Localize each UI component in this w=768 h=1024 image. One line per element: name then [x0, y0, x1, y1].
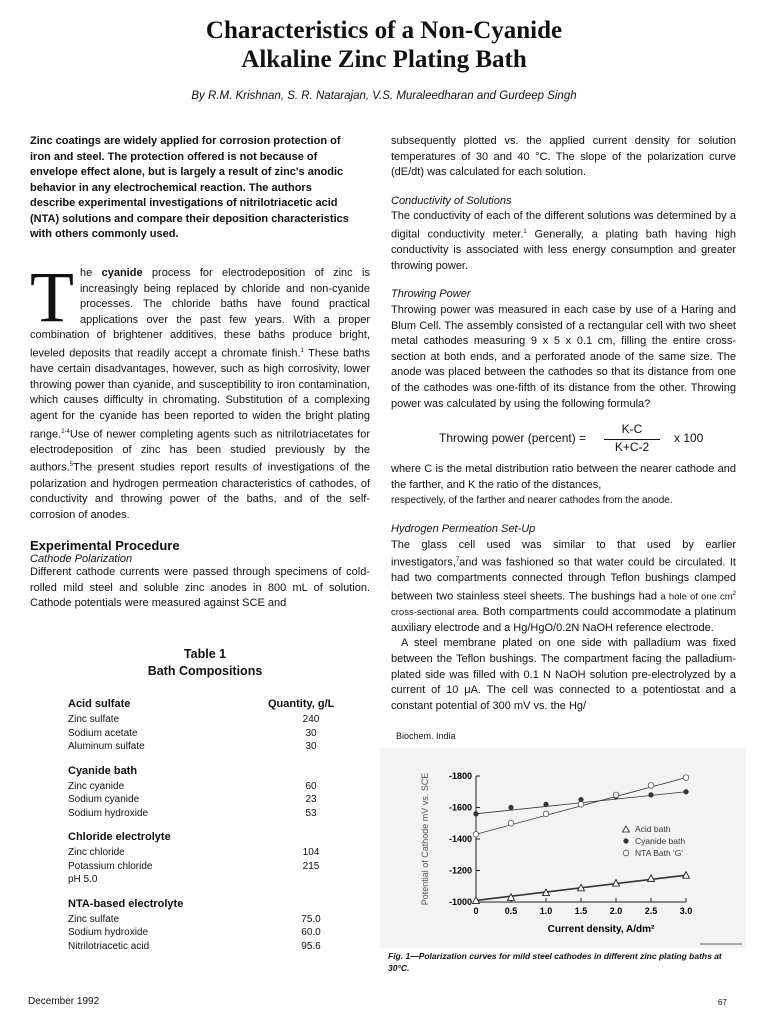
x-tick-label: 3.0: [679, 906, 693, 916]
component-name: Nitrilotriacetic acid: [68, 940, 150, 952]
table-row: [68, 861, 368, 875]
x-tick-label: 1.0: [539, 906, 553, 916]
experimental-section: [30, 538, 370, 612]
article-title: [0, 16, 768, 74]
data-point-cyanide: [508, 805, 513, 810]
y-tick-label: -1000: [448, 897, 472, 907]
polarization-chart: [380, 748, 746, 948]
table-row: [68, 794, 368, 808]
table-row: [68, 808, 368, 822]
legend-label: Acid bath: [635, 824, 671, 834]
data-point-cyanide: [543, 802, 548, 807]
table-caption: Bath Compositions: [147, 664, 263, 678]
quantity-header: Quantity, g/L: [268, 698, 335, 710]
throwing-power-heading: Throwing Power: [391, 288, 471, 301]
title-line-1: Characteristics of a Non-Cyanide: [205, 17, 563, 44]
conductivity-text-1: The conductivity of each of the different solutions was determined by a digital conductivity meter.: [391, 210, 736, 241]
experimental-heading: Experimental Procedure: [30, 538, 180, 553]
intro-keyword: cyanide: [101, 267, 143, 279]
figure-caption: Fig. 1—Polarization curves for mild steel cathodes in different zinc plating baths at 30°C.: [388, 951, 722, 973]
component-name: Sodium cyanide: [68, 794, 140, 805]
conductivity-heading: Conductivity of Solutions: [391, 194, 512, 207]
data-point-nta: [473, 831, 479, 837]
component-name: Sodium acetate: [68, 727, 138, 739]
component-quantity: 53: [305, 807, 317, 819]
hydrogen-area-text: cross-sectional area.: [391, 607, 480, 619]
throwing-power-formula: [391, 422, 736, 456]
y-tick-label: -1400: [448, 834, 472, 844]
legend-marker-cyanide: [623, 838, 628, 843]
x-tick-label: 0: [473, 906, 479, 916]
component-name: pH 5.0: [68, 874, 98, 885]
component-quantity: 104: [302, 847, 320, 858]
table-row: [68, 927, 368, 941]
bath-compositions-table: [68, 698, 368, 964]
hydrogen-squared: 2: [732, 590, 736, 597]
intro-text-4: The present studies report results of investigations of the polarization and hydrogen permeation characteristics of cathodes, of conductivity and throwing power of the baths, and of the self-corrosion of anodes.: [30, 462, 370, 521]
component-quantity: 60.0: [301, 927, 321, 938]
component-name: Aluminum sulfate: [68, 741, 145, 752]
x-tick-label: 0.5: [504, 906, 518, 916]
data-point-nta: [648, 783, 654, 789]
ref-3: 5: [69, 462, 74, 469]
y-tick-label: -1200: [448, 865, 472, 876]
component-name: Zinc cyanide: [68, 780, 125, 792]
component-quantity: 95.6: [301, 940, 321, 952]
data-point-nta: [683, 775, 689, 781]
introduction: [30, 257, 370, 523]
intro-text-3: Use of newer completing agents such as nitrilotriacetates for electrodeposition of zinc has been studied previously by the authors.: [30, 428, 370, 475]
table-group: [68, 698, 368, 755]
page-number: 67: [718, 998, 727, 1007]
table-group: [68, 831, 368, 888]
table-group: [68, 765, 368, 822]
component-name: Zinc chloride: [68, 847, 125, 858]
polarization-continuation: subsequently plotted vs. the applied current density for solution temperatures of 30 and 40 °C. The slope of the polarization curve (dE/dt) was calculated for each solution.: [391, 135, 736, 179]
table-group-header: [68, 765, 368, 781]
y-tick-label: -1600: [448, 802, 472, 813]
table-group-header: [68, 898, 368, 914]
formula-label: Throwing power (percent) =: [439, 431, 587, 446]
component-quantity: 60: [305, 780, 317, 792]
group-name: Chloride electrolyte: [68, 831, 171, 843]
right-column: [391, 134, 736, 714]
cathode-polarization-heading: Cathode Polarization: [30, 553, 133, 565]
data-point-nta: [613, 792, 619, 798]
data-point-nta: [578, 802, 584, 808]
affiliation: Biochem. India: [396, 731, 456, 741]
experimental-text: Different cathode currents were passed through specimens of cold-rolled mild steel and soluble zinc anodes in 800 mL of solution. Cathode potentials were measured against SCE and: [30, 566, 370, 610]
component-quantity: 240: [302, 714, 320, 725]
data-point-cyanide: [473, 811, 478, 816]
conductivity-text: [391, 209, 736, 274]
chart-background: [380, 748, 746, 948]
table-row: [68, 941, 368, 955]
ref-1: 1: [300, 347, 304, 354]
x-axis-label: Current density, A/dm²: [547, 924, 655, 935]
ref-hydrogen: 7: [455, 557, 460, 564]
y-axis-label: Potential of Cathode mV vs. SCE: [420, 772, 430, 906]
table-row: [68, 874, 368, 888]
formula-numerator: K-C: [604, 422, 660, 440]
data-point-nta: [508, 820, 514, 826]
group-name: NTA-based electrolyte: [68, 897, 184, 910]
component-name: Potassium chloride: [68, 860, 153, 872]
table-group-header: [68, 831, 368, 847]
hydrogen-text-1c: Both compartments could accommodate a platinum auxiliary electrode and a Hg/HgO/0.2N NaOH reference electrode.: [391, 606, 736, 634]
component-quantity: 30: [305, 727, 317, 739]
ref-2: 2-4: [61, 428, 70, 435]
conductivity-text-2: Generally, a plating bath having high conductivity is associated with less energy consumption and greater throwing power.: [391, 228, 737, 272]
throwing-power-text: Throwing power was measured in each case by use of a Haring and Blum Cell. The assembly consisted of a rectangular cell with two sheet metal cathodes measuring 9 x 5 x 0.1 cm, filling the entire cross-section at both ends, and a perforated anode of the same size. The anode was placed between the cathodes so that its distance from one of the cathodes was one-fifth of its distance from the other. Throwing power was calculated by using the following formula?: [391, 304, 736, 410]
authors: By R.M. Krishnan, S. R. Natarajan, V.S. Muraleedharan and Gurdeep Singh: [191, 90, 577, 102]
polarization-chart-svg: [380, 748, 746, 948]
ref-conductivity: 1: [523, 228, 527, 235]
intro-text-pre: he: [79, 267, 102, 279]
data-point-cyanide: [683, 789, 688, 794]
hydrogen-text-1: [391, 538, 736, 637]
x-tick-label: 2.0: [609, 906, 623, 916]
table-row: [68, 741, 368, 755]
intro-text-1: process for electrodeposition of zinc is increasingly being replaced by chloride and non-cyanide processes. The chloride baths have found practical applications over the past few years. With a proper combination of brightener additives, these baths produce bright, leveled deposits that readily accept a chromate finish.: [30, 267, 370, 360]
data-point-nta: [543, 811, 549, 817]
hydrogen-text-1a: The glass cell used was similar to that used by earlier investigators,: [391, 538, 736, 569]
hydrogen-heading: Hydrogen Permeation Set-Up: [391, 522, 536, 535]
component-quantity: 75.0: [301, 913, 321, 925]
table-group-header: [68, 698, 368, 714]
group-name: Acid sulfate: [68, 698, 131, 710]
x-tick-label: 2.5: [644, 906, 658, 916]
table-row: [68, 781, 368, 795]
component-name: Zinc sulfate: [68, 913, 120, 925]
intro-text-2: These baths have certain disadvantages, however, such as high corrosivity, lower throwing power than cyanide, and susceptibility to iron contamination, which causes difficulty in chromating. Substitution of a complexing agent for the cyanide has been reported to widen the bright plating range.: [30, 347, 370, 441]
formula-denominator: K+C-2: [614, 439, 650, 454]
table-row: [68, 728, 368, 742]
hydrogen-hole-text: a hole of one cm: [660, 591, 733, 603]
title-line-2: Alkaline Zinc Plating Bath: [241, 46, 527, 73]
data-point-cyanide: [648, 792, 653, 797]
hydrogen-text-2: A steel membrane plated on one side with palladium was fixed between the Teflon bushings. The compartment facing the palladium-plated side was filled with 0.1 N NaOH solution pre-electrolyzed by a current of 10 μA. The cell was connected to a potentiostat and a constant potential of 300 mV vs. the Hg/: [391, 637, 736, 712]
table-row: [68, 847, 368, 861]
y-tick-label: -1800: [448, 771, 472, 781]
component-quantity: 23: [305, 794, 317, 805]
formula-fraction: [604, 422, 660, 455]
table-number: Table 1: [183, 647, 227, 661]
abstract: Zinc coatings are widely applied for corrosion protection of iron and steel. The protection offered is not because of envelope effect alone, but is largely a result of zinc's anodic behavior in any electrochemical reaction. The authors describe experimental investigations of nitrilotriacetic acid (NTA) solutions and compare their deposition characteristics with others commonly used.: [30, 135, 349, 240]
legend-label: NTA Bath 'G': [635, 848, 683, 858]
legend-label: Cyanide bath: [635, 836, 686, 846]
table-row: [68, 714, 368, 728]
component-name: Sodium hydroxide: [68, 927, 149, 938]
table-row: [68, 914, 368, 928]
x-tick-label: 1.5: [574, 906, 588, 916]
group-name: Cyanide bath: [68, 764, 138, 777]
formula-multiplier: x 100: [674, 431, 704, 446]
formula-explanation: where C is the metal distribution ratio between the nearer cathode and the farther, and K the ratio of the distances,: [391, 463, 736, 491]
legend-marker-nta: [623, 850, 629, 856]
drop-cap: T: [30, 257, 74, 337]
component-name: Sodium hydroxide: [68, 807, 149, 819]
table-title: [70, 646, 340, 680]
formula-explanation-2: respectively, of the farther and nearer cathodes from the anode.: [391, 495, 673, 507]
component-quantity: 30: [305, 741, 317, 752]
component-name: Zinc sulfate: [68, 714, 120, 725]
table-group: [68, 898, 368, 955]
component-quantity: 215: [302, 860, 320, 872]
hydrogen-text-1b: and was fashioned so that water could be circulated. It had two compartments connected through Teflon bushings clamped between two stainless steel sheets. The bushings had: [391, 556, 736, 603]
footer-date: December 1992: [28, 996, 100, 1007]
